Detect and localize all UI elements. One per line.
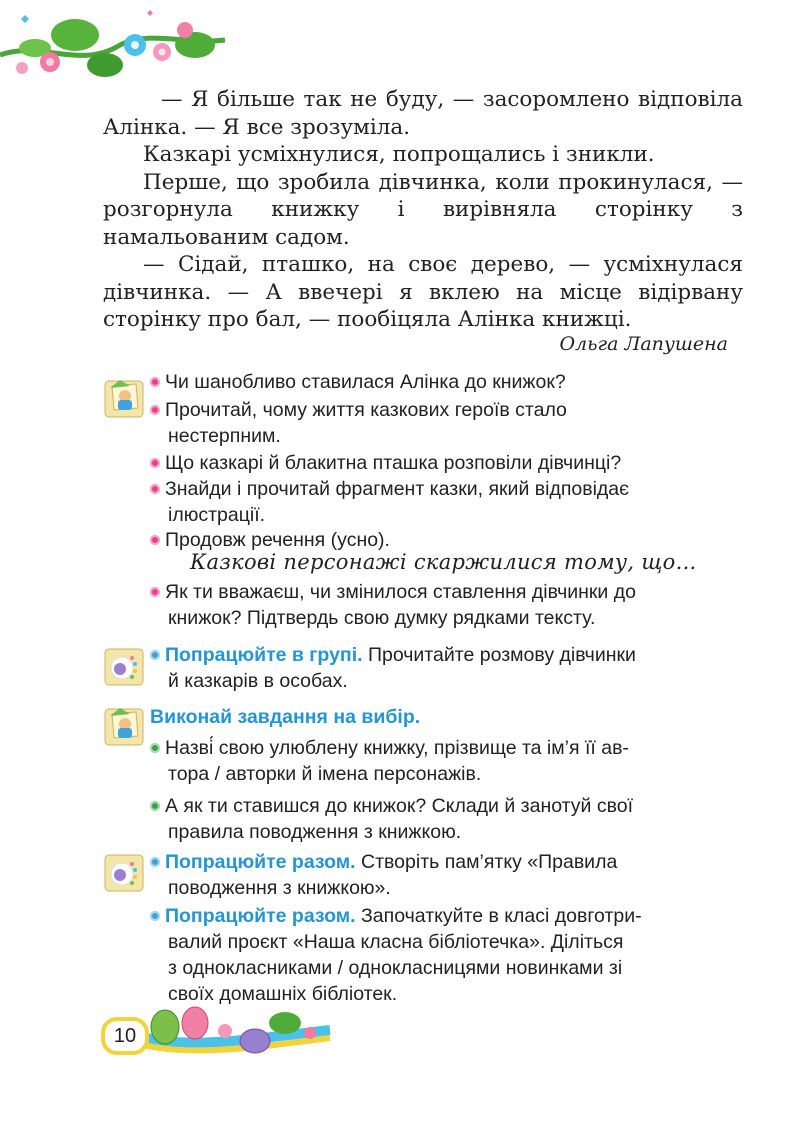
together-task: Попрацюйте разом. Започаткуйте в класі довготри- валий проєкт «Наша класна бібліотечка». Діліться з однокласниками / однокласницями новинками зі своїх домашніх бібліотек. <box>150 903 742 1007</box>
question-item: Знайди і прочитай фрагмент казки, який відповідає ілюстрації. <box>150 476 629 528</box>
sentence-prompt: Казкові персонажі скаржилися тому, що... <box>190 550 697 574</box>
bullet-icon <box>150 458 160 468</box>
story-paragraph: Казкарі усміхнулися, попрощались і зникли. <box>143 142 655 167</box>
question-item: Що казкарі й блакитна пташка розповіли дівчинці? <box>150 450 621 476</box>
author-name: Ольга Лапушена <box>559 333 728 355</box>
bullet-icon <box>150 377 160 387</box>
bullet-icon <box>150 801 160 811</box>
question-item: Як ти вважаєш, чи змінилося ставлення дівчинки до книжок? Підтвердь свою думку рядками тексту. <box>150 579 636 631</box>
story-paragraph: — Сідай, пташко, на своє дерево, — усміхнулася дівчинка. — А ввечері я вклею на місце відірвану сторінку про бал, — пообіцяла Алінка книжці. <box>103 252 743 332</box>
story-paragraph: Перше, що зробила дівчинка, коли прокинулася, — розгорнула книжку і вирівняла сторінку з намальованим садом. <box>103 169 743 250</box>
bullet-icon <box>150 484 160 494</box>
bullet-icon <box>150 535 160 545</box>
bullet-icon <box>150 857 160 867</box>
bullet-icon <box>150 743 160 753</box>
bullet-icon <box>150 650 160 660</box>
question-item: Продовж речення (усно). <box>150 527 390 553</box>
choice-heading: Виконай завдання на вибір. <box>150 706 421 728</box>
bullet-icon <box>150 405 160 415</box>
question-item: Прочитай, чому життя казкових героїв стало нестерпним. <box>150 397 567 449</box>
choice-item: А як ти ставишся до книжок? Склади й занотуй свої правила поводження з книжкою. <box>150 793 633 845</box>
page-number-badge <box>101 1017 149 1055</box>
bullet-icon <box>150 911 160 921</box>
group-work-icon <box>102 644 146 688</box>
group-task: Попрацюйте в групі. Прочитайте розмову дівчинки й казкарів в особах. <box>150 642 636 694</box>
story-paragraph: — Я більше так не буду, — засоромлено відповіла Алінка. — Я все зрозуміла. <box>103 87 743 140</box>
choice-item: Назві́ свою улюблену книжку, прізвище та ім’я її ав- тора / авторки й імена персонажів. <box>150 735 629 787</box>
story-text <box>103 86 743 334</box>
flower-garland-icon <box>0 0 230 90</box>
question-item: Чи шанобливо ставилася Алінка до книжок? <box>150 369 566 395</box>
group-work-icon <box>102 850 146 894</box>
page-number: 10 <box>113 1025 137 1047</box>
together-task: Попрацюйте разом. Створіть пам’ятку «Правила поводження з книжкою». <box>150 849 617 901</box>
read-task-icon <box>102 376 146 420</box>
read-task-icon <box>102 704 146 748</box>
bullet-icon <box>150 587 160 597</box>
